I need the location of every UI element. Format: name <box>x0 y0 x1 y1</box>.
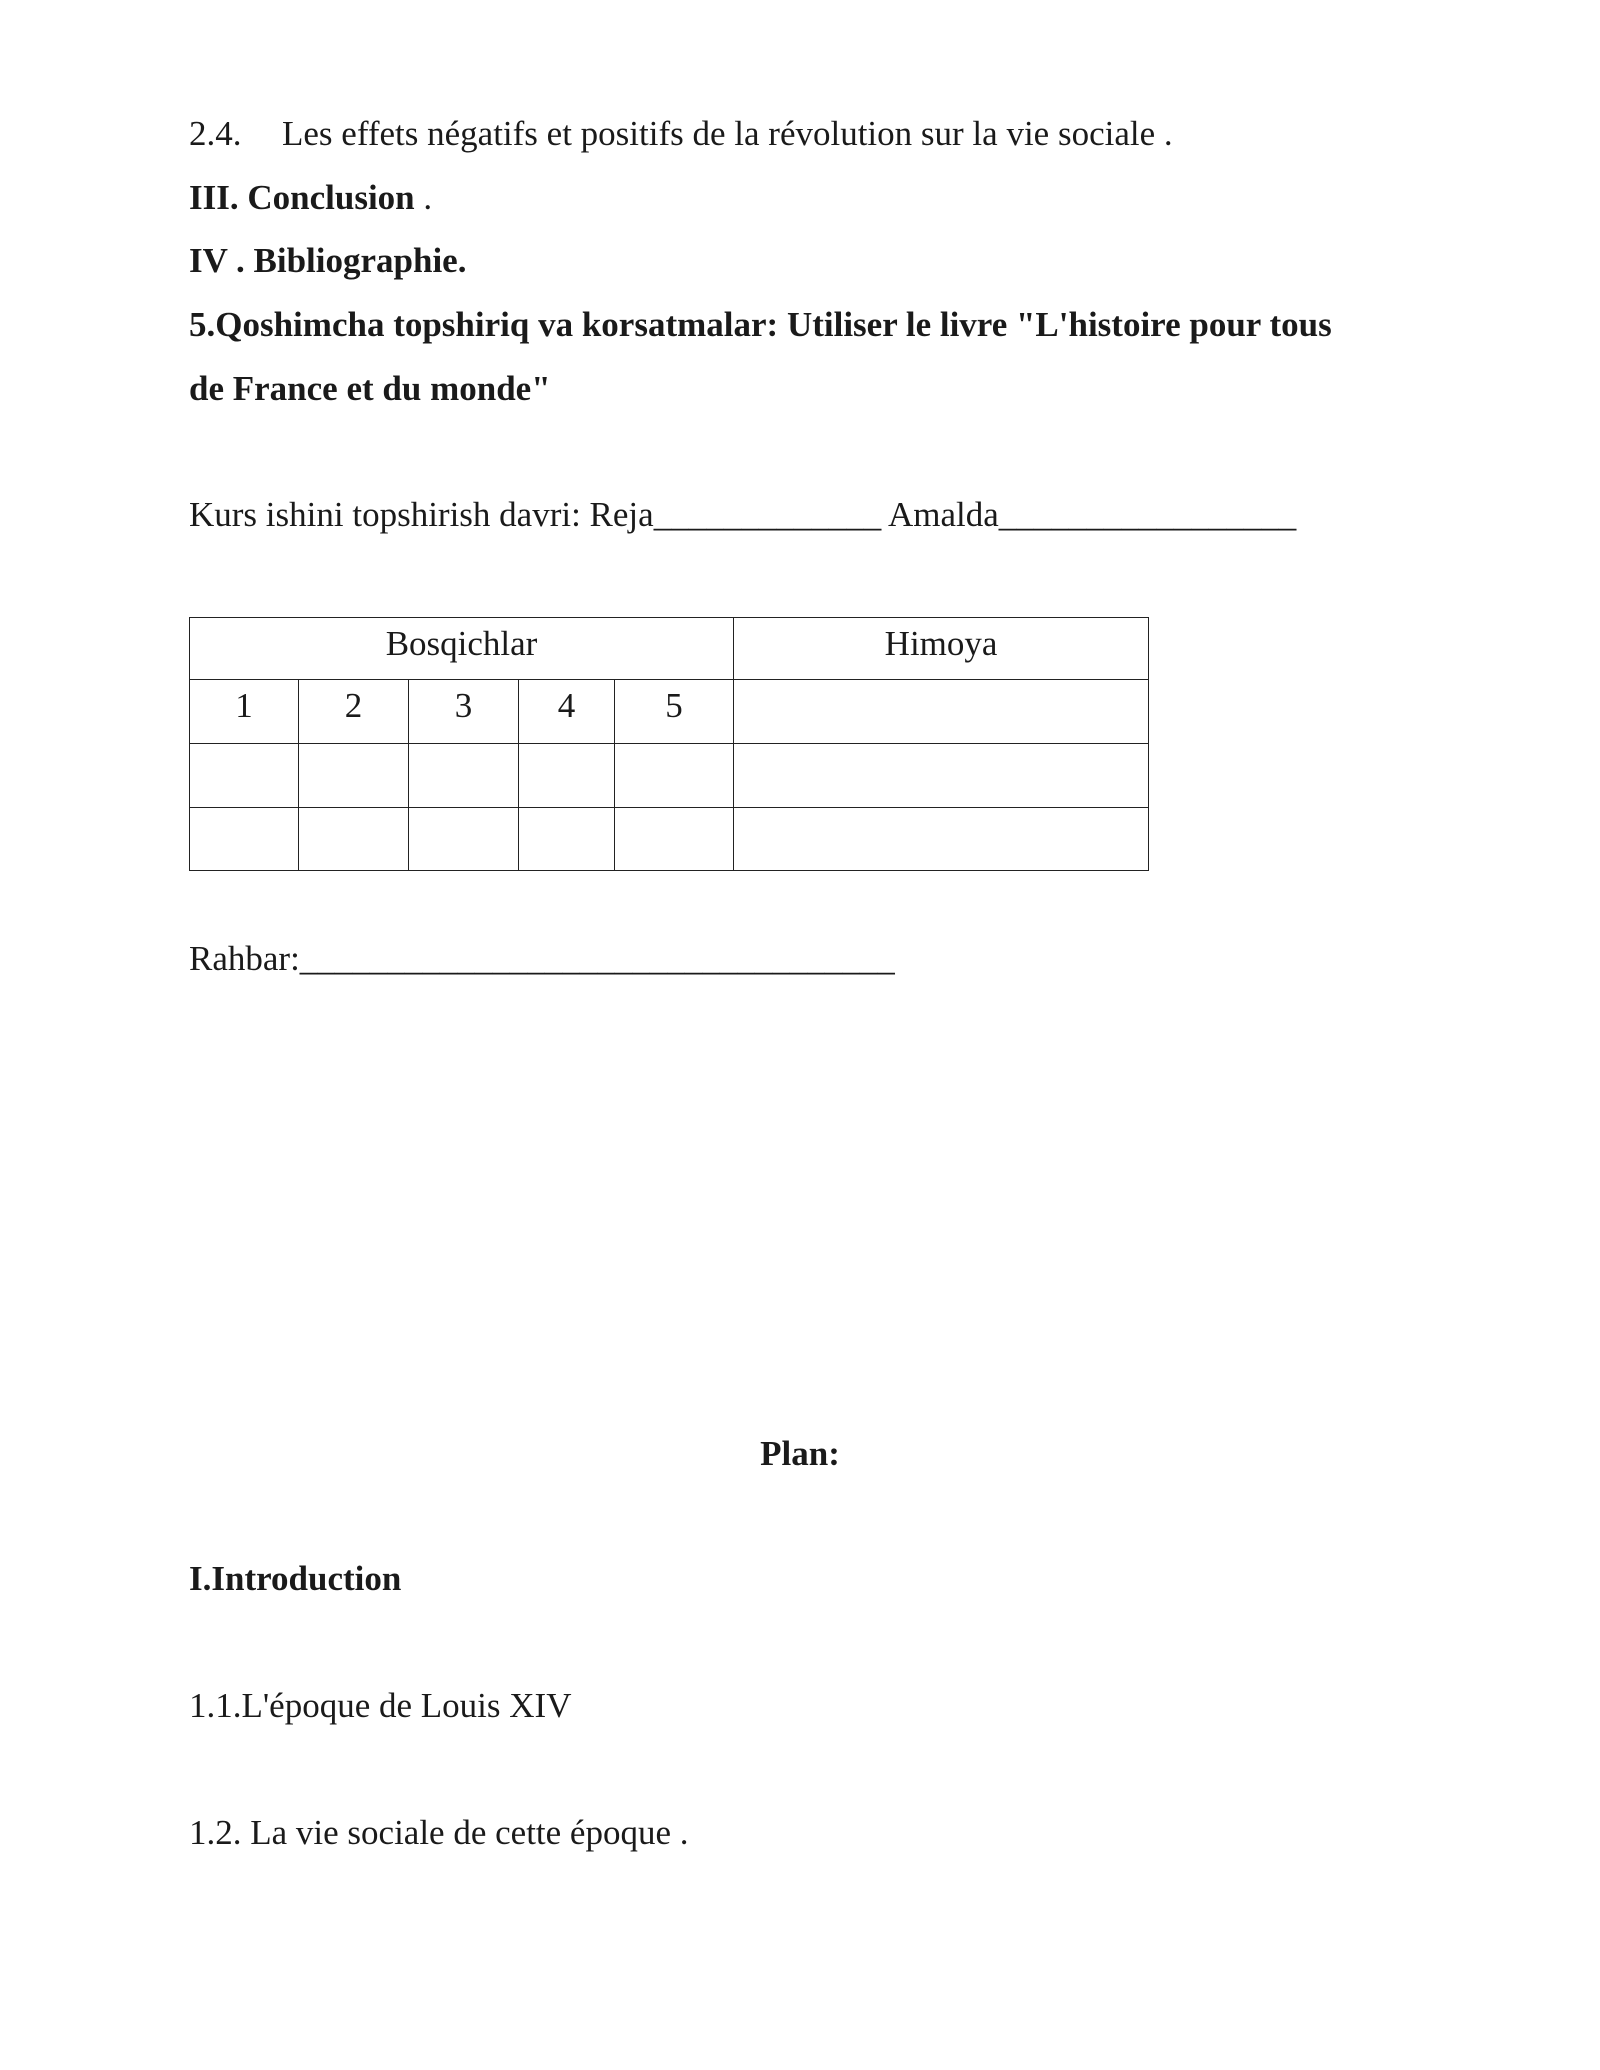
table-cell <box>615 744 734 808</box>
table-cell <box>299 744 409 808</box>
header-stages: Bosqichlar <box>190 618 734 680</box>
header-defense: Himoya <box>734 618 1149 680</box>
outline-item-2-4 <box>189 116 1173 151</box>
supervisor-signature-line: Rahbar:__________________________________ <box>189 939 895 978</box>
table-cell <box>409 808 519 871</box>
plan-introduction: I.Introduction <box>189 1559 402 1598</box>
table-cell <box>519 744 615 808</box>
table-cell <box>190 808 299 871</box>
stages-table <box>189 617 1149 871</box>
conclusion-heading: III. Conclusion <box>189 178 415 217</box>
table-cell <box>734 808 1149 871</box>
table-row <box>190 680 1149 744</box>
outline-bibliographie: IV . Bibliographie. <box>189 241 467 280</box>
plan-item-1-2: 1.2. La vie sociale de cette époque . <box>189 1813 689 1852</box>
additional-task-line-2: de France et du monde" <box>189 369 551 408</box>
table-cell <box>190 744 299 808</box>
table-row <box>190 808 1149 871</box>
table-header-row <box>190 618 1149 680</box>
stage-number: 2 <box>299 680 409 744</box>
table-cell <box>299 808 409 871</box>
conclusion-tail: . <box>414 178 433 217</box>
table-cell <box>615 808 734 871</box>
outline-item-text: Les effets négatifs et positifs de la révolution sur la vie sociale . <box>282 114 1173 153</box>
table-row <box>190 744 1149 808</box>
outline-item-number: 2.4. <box>189 114 242 153</box>
table-cell <box>734 744 1149 808</box>
stage-number: 5 <box>615 680 734 744</box>
stage-number: 1 <box>190 680 299 744</box>
outline-conclusion <box>189 180 432 215</box>
submission-period: Kurs ishini topshirish davri: Reja_____________ Amalda_________________ <box>189 495 1297 534</box>
table-cell <box>409 744 519 808</box>
stage-number: 3 <box>409 680 519 744</box>
additional-task-line-1: 5.Qoshimcha topshiriq va korsatmalar: Utiliser le livre "L'histoire pour tous <box>189 305 1332 344</box>
defense-cell <box>734 680 1149 744</box>
table-cell <box>519 808 615 871</box>
plan-item-1-1: 1.1.L'époque de Louis XIV <box>189 1686 572 1725</box>
plan-title: Plan: <box>760 1434 840 1473</box>
stage-number: 4 <box>519 680 615 744</box>
